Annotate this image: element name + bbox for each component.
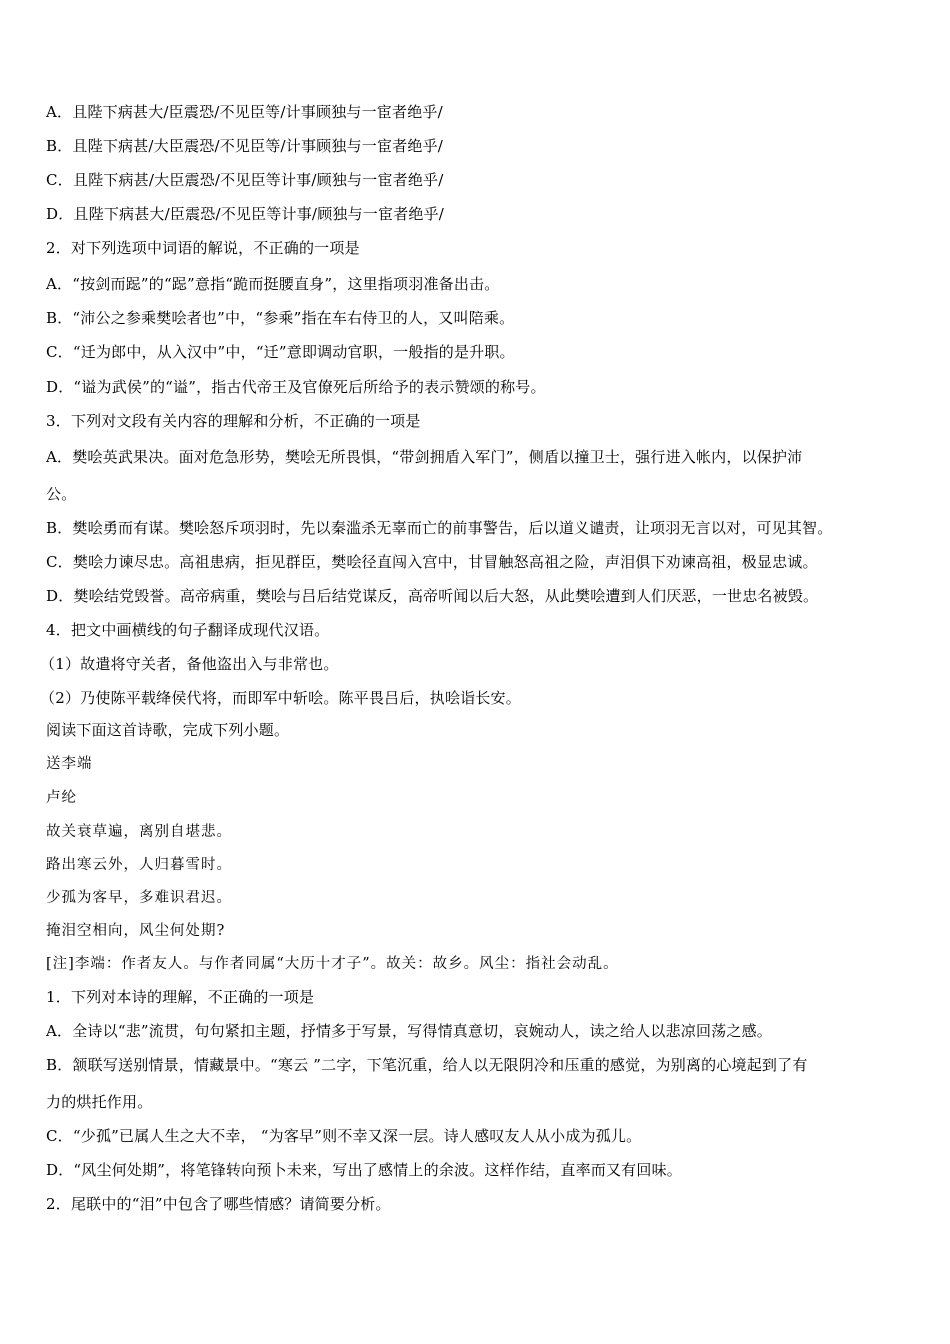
poem-note: [注]李端：作者友人。与作者同属“大历十才子”。故关：故乡。风尘：指社会动乱。	[46, 956, 619, 972]
q4-stem: 4．把文中画横线的句子翻译成现代汉语。	[46, 621, 330, 639]
q2-stem: 2．对下列选项中词语的解说，不正确的一项是	[46, 239, 360, 257]
q1-option-c: C．且陛下病甚/大臣震恐/不见臣等计事/顾独与一宦者绝乎/	[46, 171, 444, 189]
q4-item-2: （2）乃使陈平载绛侯代将，而即军中斩哙。陈平畏吕后，执哙诣长安。	[40, 689, 521, 707]
pq1-stem: 1．下列对本诗的理解，不正确的一项是	[46, 988, 315, 1006]
poem-title: 送李端	[46, 756, 93, 772]
pq1-option-a: A．全诗以“悲”流贯，句句紧扣主题，抒情多于写景，写得情真意切，哀婉动人，读之给人以悲凉回荡之感。	[46, 1022, 772, 1040]
poem-line-1: 故关衰草遍，离别自堪悲。	[46, 824, 232, 840]
q1-option-d: D．且陛下病甚大/臣震恐/不见臣等计事/顾独与一宦者绝乎/	[46, 205, 445, 223]
pq2-stem: 2．尾联中的“泪”中包含了哪些情感？请简要分析。	[46, 1195, 391, 1213]
q1-option-a: A．且陛下病甚大/臣震恐/不见臣等/计事顾独与一宦者绝乎/	[46, 103, 443, 121]
q2-option-d: D．“谥为武侯”的“谥”，指古代帝王及官僚死后所给予的表示赞颂的称号。	[46, 378, 546, 396]
poem-line-4: 掩泪空相向，风尘何处期?	[46, 923, 226, 939]
q3-option-a-line1: A．樊哙英武果决。面对危急形势，樊哙无所畏惧，“带剑拥盾入军门”，侧盾以撞卫士，强行进入帐内，以保护沛	[46, 448, 803, 466]
poem-intro: 阅读下面这首诗歌，完成下列小题。	[46, 721, 290, 739]
pq1-option-c: C．“少孤”已属人生之大不幸， “为客早”则不幸又深一层。诗人感叹友人从小成为孤儿。	[46, 1127, 642, 1145]
q3-stem: 3．下列对文段有关内容的理解和分析，不正确的一项是	[46, 412, 421, 430]
q2-option-c: C．“迁为郎中，从入汉中”中，“迁”意即调动官职，一般指的是升职。	[46, 343, 515, 361]
q3-option-b: B．樊哙勇而有谋。樊哙怒斥项羽时，先以秦滥杀无辜而亡的前事警告，后以道义谴责，让项羽无言以对，可见其智。	[46, 519, 833, 537]
poem-author: 卢纶	[46, 790, 77, 806]
poem-line-2: 路出寒云外，人归暮雪时。	[46, 857, 232, 873]
pq1-option-d: D．“风尘何处期”，将笔锋转向预卜未来，写出了感情上的余波。这样作结，直率而又有回味。	[46, 1161, 682, 1179]
q3-option-d: D．樊哙结党毁誉。高帝病重，樊哙与吕后结党谋反，高帝听闻以后大怒，从此樊哙遭到人们厌恶，一世忠名被毁。	[46, 587, 819, 605]
q4-item-1: （1）故遣将守关者，备他盗出入与非常也。	[40, 655, 339, 673]
q3-option-c: C．樊哙力谏尽忠。高祖患病，拒见群臣，樊哙径直闯入宫中，甘冒触怒高祖之险，声泪俱下劝谏高祖，极显忠诚。	[46, 553, 818, 571]
pq1-option-b-line1: B．颔联写送别情景，情藏景中。“寒云 ”二字，下笔沉重，给人以无限阴冷和压重的感觉，为别离的心境起到了有	[46, 1056, 808, 1074]
poem-line-3: 少孤为客早，多难识君迟。	[46, 890, 232, 906]
q2-option-b: B．“沛公之参乘樊哙者也”中，“参乘”指在车右侍卫的人，又叫陪乘。	[46, 309, 515, 327]
q3-option-a-line2: 公。	[46, 485, 77, 503]
q1-option-b: B．且陛下病甚/大臣震恐/不见臣等/计事顾独与一宦者绝乎/	[46, 137, 444, 155]
pq1-option-b-line2: 力的烘托作用。	[46, 1093, 153, 1111]
q2-option-a: A．“按剑而跽”的“跽”意指“跪而挺腰直身”，这里指项羽准备出击。	[46, 275, 500, 293]
